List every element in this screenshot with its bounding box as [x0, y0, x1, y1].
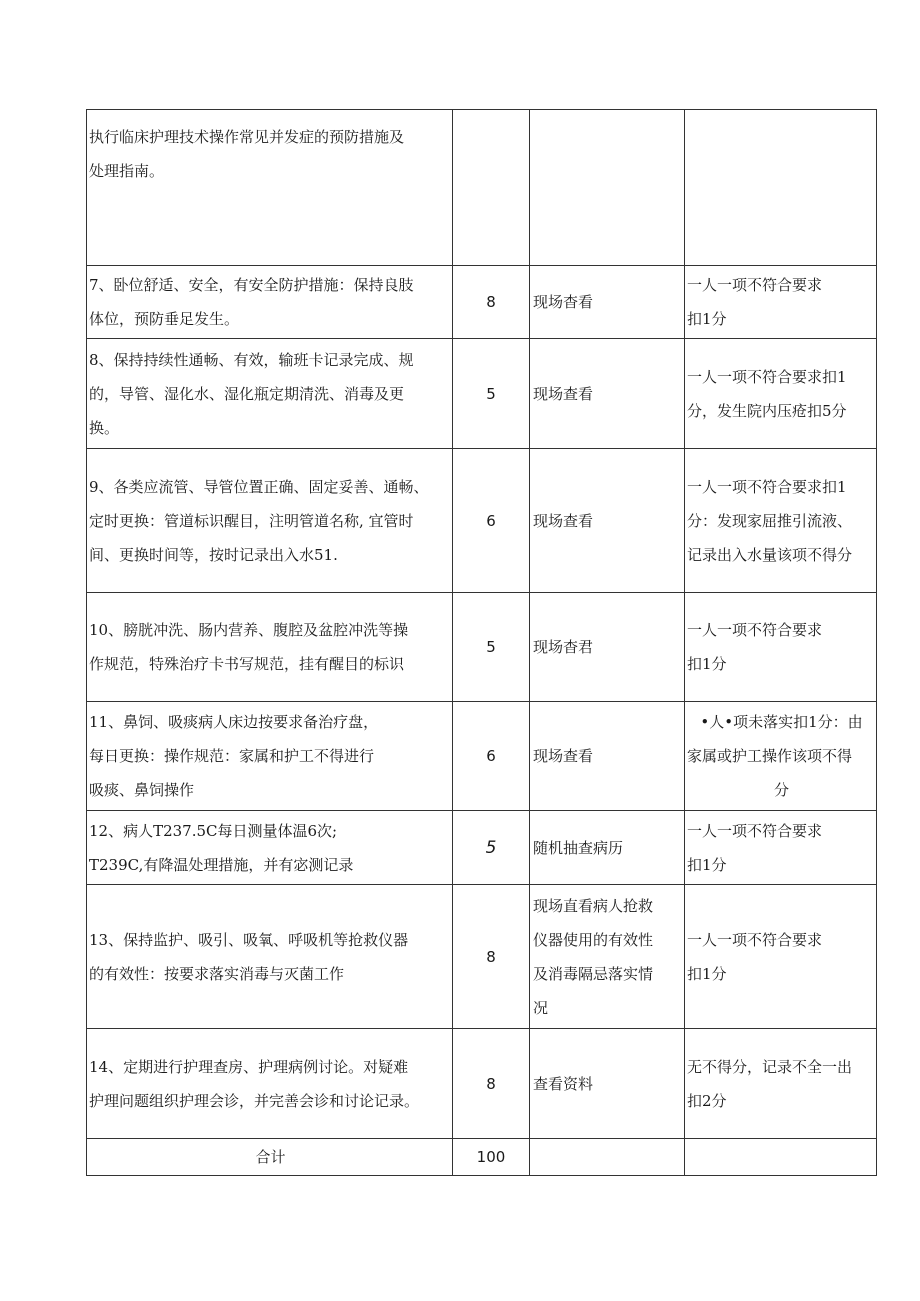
- item-cell: [87, 266, 453, 339]
- deduction-cell: [685, 593, 877, 702]
- item-line: 8、保持持续性通畅、有效，输班卡记录完成、规: [89, 350, 414, 369]
- item-cell: [87, 339, 453, 449]
- deduction-line: 一人一项不符合要求: [687, 276, 823, 294]
- method-cell: [530, 593, 685, 702]
- deduction-cell: [685, 885, 877, 1029]
- total-label: 合计: [87, 1139, 453, 1176]
- item-cell: [87, 110, 453, 266]
- method-cell: [530, 339, 685, 449]
- deduction-cell: [685, 811, 877, 885]
- total-method-cell: [530, 1139, 685, 1176]
- table-row: [87, 593, 877, 702]
- deduction-cell: [685, 339, 877, 449]
- method-line: 现场查看: [533, 747, 594, 765]
- deduction-line: 扣1分: [687, 310, 727, 328]
- method-line: 现场直看病人抢救: [533, 896, 654, 915]
- method-line: 及消毒隔忌落实情: [533, 964, 654, 983]
- item-line: 处理指南。: [89, 162, 165, 180]
- method-cell: [530, 811, 685, 885]
- item-line: 护理问题组织护理会诊，并完善会诊和讨论记录。: [89, 1091, 420, 1110]
- table-row: [87, 702, 877, 811]
- deduction-line: 一人一项不符合要求: [687, 821, 823, 840]
- method-line: 现场查看: [533, 511, 594, 530]
- item-line: 作规范，特殊治疗卡书写规范，挂有醒目的标识: [89, 655, 405, 673]
- item-cell: [87, 885, 453, 1029]
- item-line: 7、卧位舒适、安全，有安全防护措施：保持良肢: [89, 276, 414, 294]
- score-cell: 8: [453, 1029, 530, 1139]
- scoring-table: [86, 109, 877, 1176]
- deduction-cell: [685, 266, 877, 339]
- deduction-line: •人•项未落实扣1分：由: [700, 713, 863, 731]
- deduction-line: 分：发现家屈推引流液、: [687, 511, 853, 530]
- method-line: 仪器使用的有效性: [533, 930, 654, 949]
- method-cell: [530, 110, 685, 266]
- deduction-line: 一人一项不符合要求: [687, 621, 823, 639]
- deduction-line: 扣1分: [687, 855, 727, 874]
- table-row: [87, 811, 877, 885]
- item-line: 间、更换时间等，按时记录出入水51.: [89, 545, 338, 564]
- deduction-cell: [685, 110, 877, 266]
- deduction-line: 扣2分: [687, 1091, 727, 1110]
- score-cell: 5: [453, 811, 530, 885]
- table-row: [87, 885, 877, 1029]
- item-line: 12、病人T237.5C每日测量体温6次;: [89, 821, 338, 840]
- score-cell: 8: [453, 266, 530, 339]
- score-cell: 5: [453, 339, 530, 449]
- deduction-line: 分: [773, 781, 789, 799]
- deduction-line: 家属或护工操作该项不得: [687, 747, 853, 765]
- method-cell: [530, 885, 685, 1029]
- item-cell: [87, 702, 453, 811]
- item-line: 11、鼻饲、吸痰病人床边按要求备治疗盘，: [89, 713, 379, 731]
- item-line: 换。: [89, 418, 120, 437]
- deduction-line: 扣1分: [687, 964, 727, 983]
- deduction-line: 分，发生院内压疮扣5分: [687, 401, 847, 420]
- method-line: 现场杳看: [533, 293, 594, 311]
- deduction-line: 无不得分，记录不全一出: [687, 1057, 853, 1076]
- total-row: [87, 1139, 877, 1176]
- deduction-line: 记录出入水量该项不得分: [687, 545, 853, 564]
- table-row: [87, 266, 877, 339]
- score-cell: [453, 110, 530, 266]
- item-line: 的，导管、湿化水、湿化瓶定期清洗、消毒及更: [89, 384, 405, 403]
- method-cell: [530, 266, 685, 339]
- method-cell: [530, 449, 685, 593]
- score-cell: 5: [453, 593, 530, 702]
- item-line: 9、各类应流管、导管位置正确、固定妥善、通畅、: [89, 477, 429, 496]
- deduction-cell: [685, 702, 877, 811]
- method-line: 况: [533, 998, 549, 1017]
- deduction-line: 一人一项不符合要求扣1: [687, 477, 847, 496]
- method-cell: [530, 1029, 685, 1139]
- item-cell: [87, 593, 453, 702]
- deduction-cell: [685, 1029, 877, 1139]
- item-line: 10、膀胱冲洗、肠内营养、腹腔及盆腔冲洗等操: [89, 621, 409, 639]
- item-line: 14、定期进行护理查房、护理病例讨论。对疑难: [89, 1057, 409, 1076]
- table-row: [87, 339, 877, 449]
- method-line: 现场杳君: [533, 638, 594, 656]
- item-cell: [87, 449, 453, 593]
- table-row: [87, 110, 877, 266]
- score-cell: 8: [453, 885, 530, 1029]
- item-line: 每日更换：操作规范：家属和护工不得进行: [89, 747, 375, 765]
- item-line: 13、保持监护、吸引、吸氧、呼吸机等抢救仪器: [89, 930, 409, 949]
- method-line: 查看资料: [533, 1074, 594, 1093]
- method-line: 随机抽查病历: [533, 838, 624, 857]
- score-cell: 6: [453, 449, 530, 593]
- table-row: [87, 449, 877, 593]
- item-line: T239C,有降温处理措施，并有宓测记录: [89, 855, 354, 874]
- item-line: 的有效性：按要求落实消毒与灭菌工作: [89, 964, 345, 983]
- deduction-line: 一人一项不符合要求扣1: [687, 367, 847, 386]
- method-cell: [530, 702, 685, 811]
- deduction-line: 扣1分: [687, 655, 727, 673]
- item-line: 吸痰、鼻饲操作: [89, 781, 195, 799]
- table-row: [87, 1029, 877, 1139]
- item-cell: [87, 1029, 453, 1139]
- total-score: 100: [453, 1139, 530, 1176]
- item-line: 定时更换：管道标识醒目，注明管道名称, 宜管时: [89, 511, 414, 530]
- score-cell: 6: [453, 702, 530, 811]
- item-line: 体位，预防垂足发生。: [89, 310, 240, 328]
- item-line: 执行临床护理技术操作常见并发症的预防措施及: [89, 128, 405, 146]
- method-line: 现场查看: [533, 384, 594, 403]
- total-deduction-cell: [685, 1139, 877, 1176]
- deduction-cell: [685, 449, 877, 593]
- item-cell: [87, 811, 453, 885]
- deduction-line: 一人一项不符合要求: [687, 930, 823, 949]
